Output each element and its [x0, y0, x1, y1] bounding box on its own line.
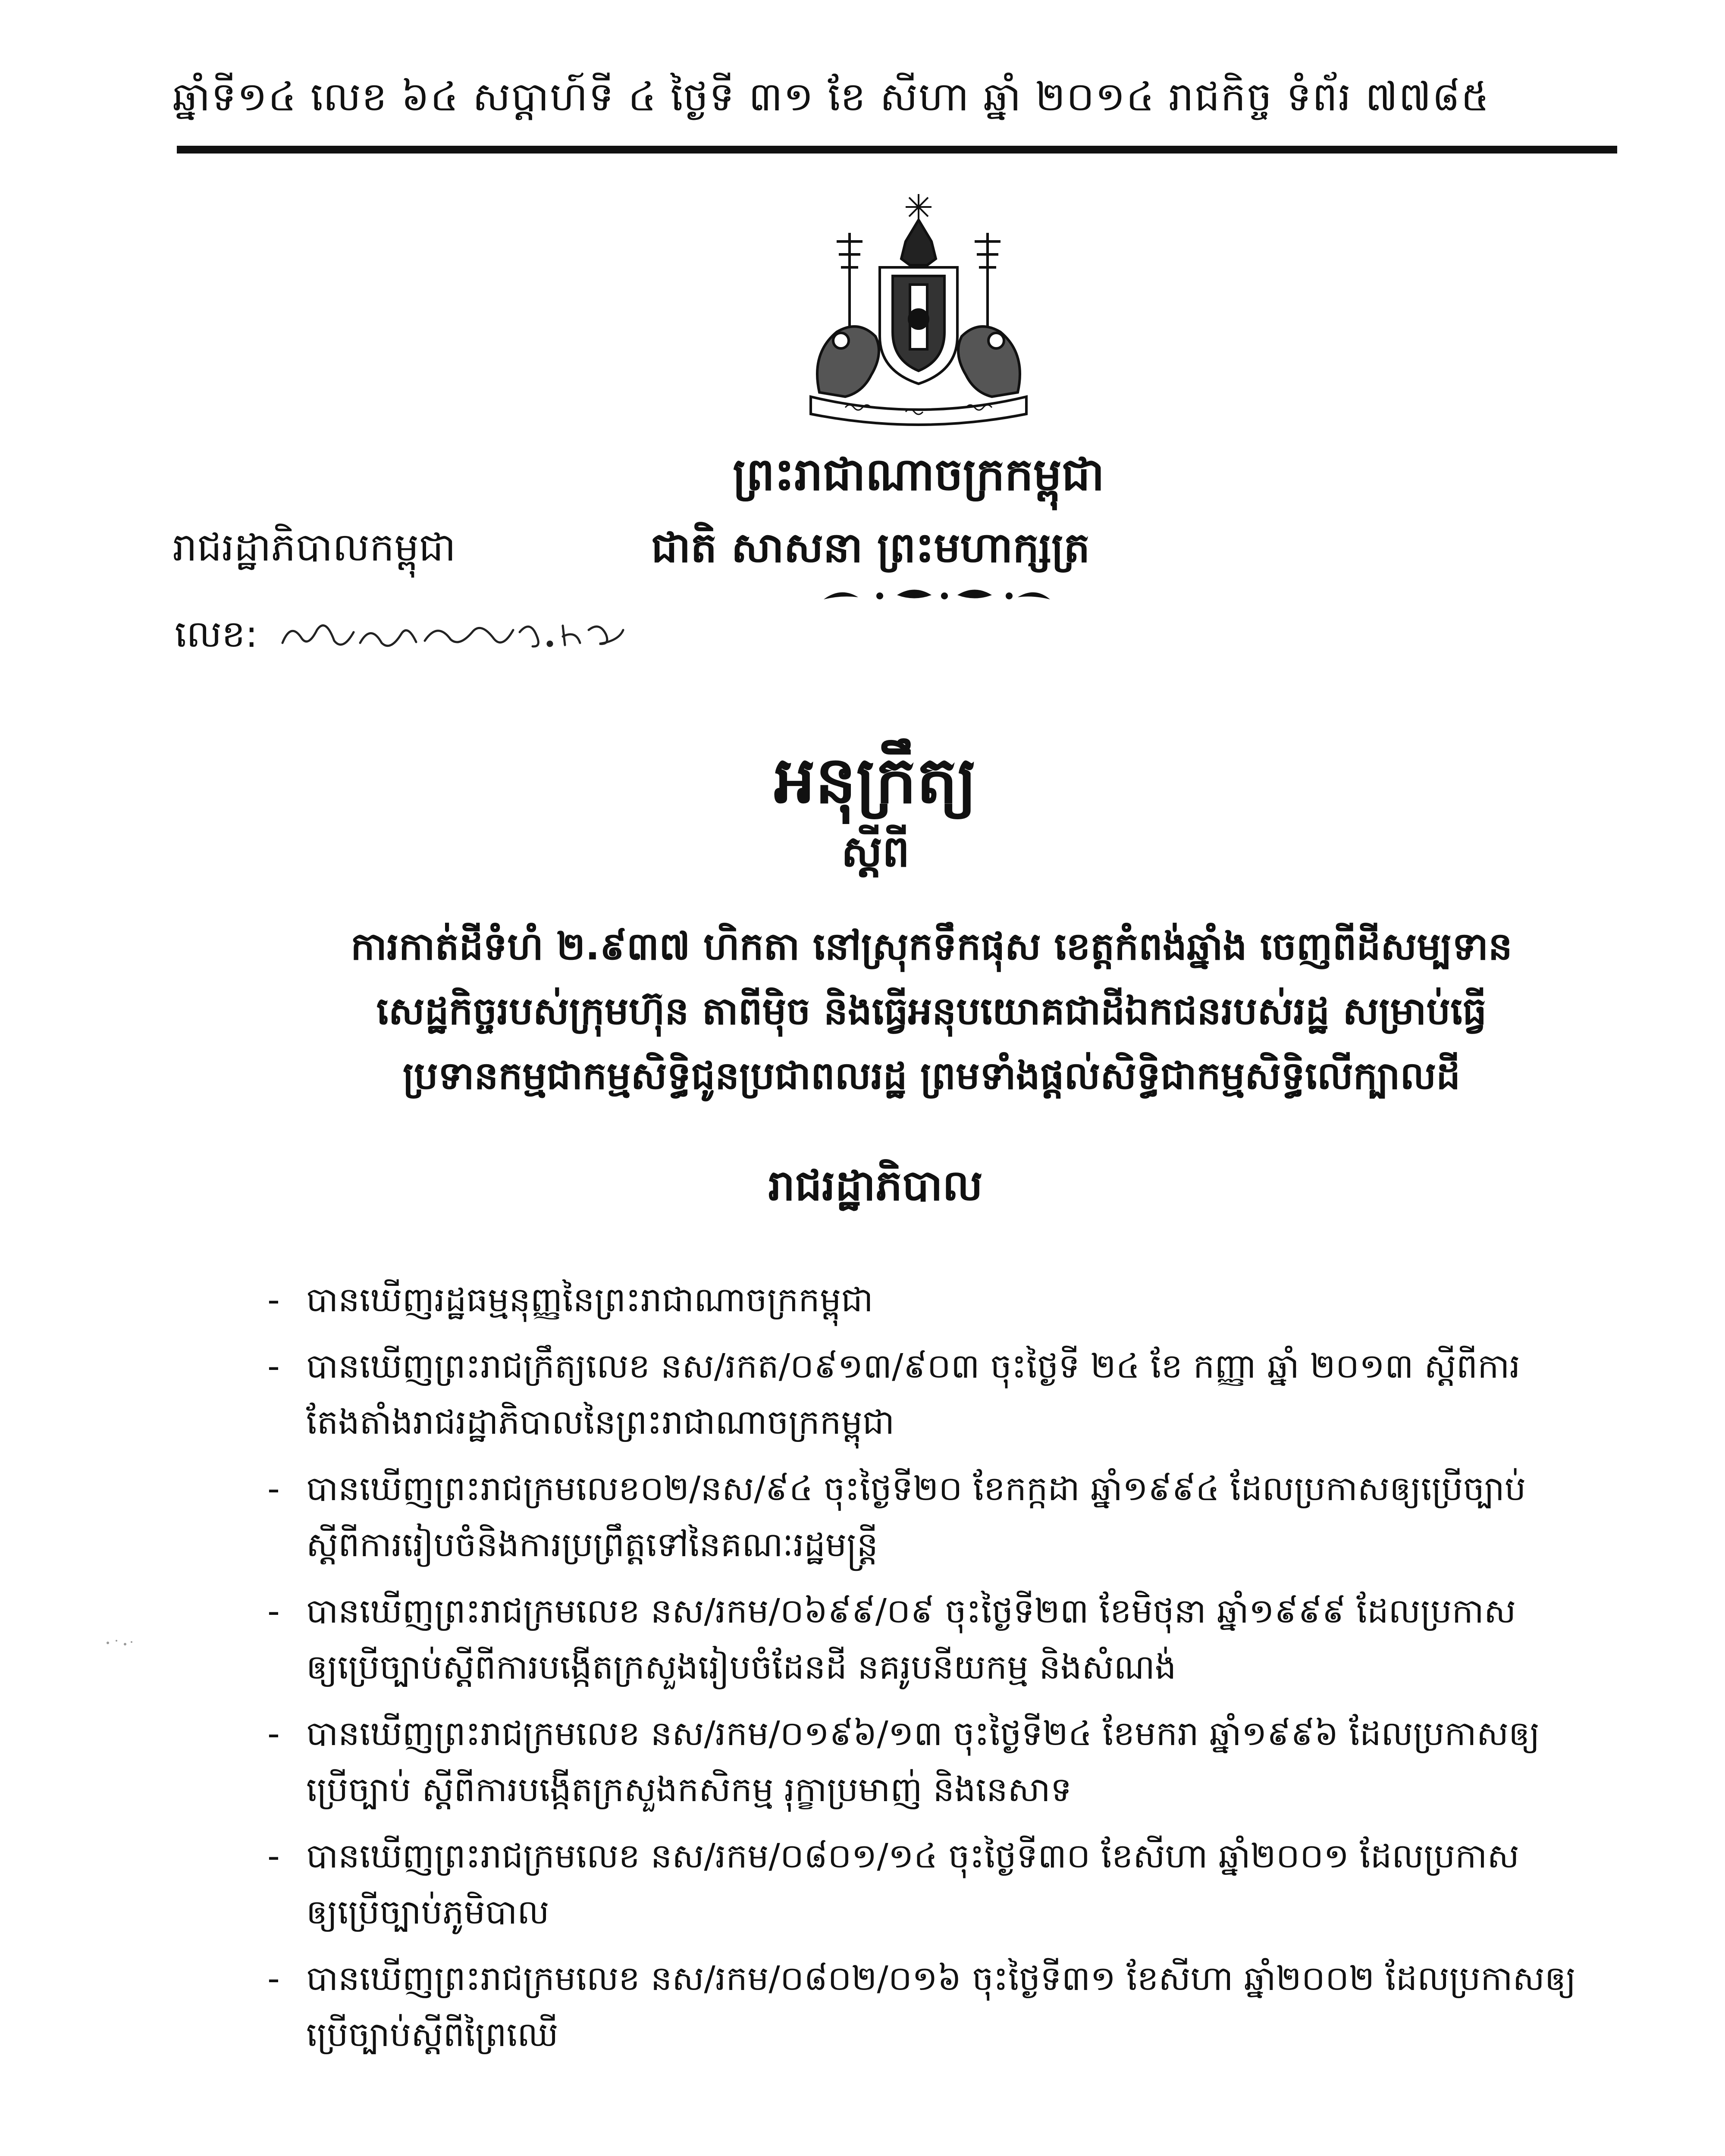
government-label: រាជរដ្ឋាភិបាលកម្ពុជា: [172, 525, 456, 570]
recital-line: ស្តីពីការរៀបចំនិងការប្រព្រឹត្តទៅនៃគណៈរដ្ឋមន្ត្រី: [306, 1526, 878, 1564]
recital-item: [259, 1828, 1630, 1940]
document-title: អនុក្រឹត្យ: [774, 743, 977, 818]
reference-number: [175, 604, 735, 660]
government-heading: រាជរដ្ឋាភិបាល: [768, 1161, 983, 1210]
recital-item: [259, 1951, 1630, 2063]
bullet-dash: -: [267, 1280, 280, 1320]
royal-emblem: [794, 190, 1044, 431]
document-subject: [237, 914, 1626, 1108]
emblem-crown: [901, 220, 936, 265]
recital-line: ប្រើច្បាប់ ស្តីពីការបង្កើតក្រសួងកសិកម្ម រុក្ខាប្រមាញ់ និងនេសាទ: [306, 1771, 1072, 1809]
recital-line: ប្រើច្បាប់ស្តីពីព្រៃឈើ: [306, 2015, 558, 2054]
recital-item: [259, 1338, 1630, 1451]
kingdom-title: ព្រះរាជាណាចក្រកម្ពុជា: [733, 448, 1104, 501]
recital-line: បានឃើញព្រះរាជក្រមលេខ នស/រកម/០៨០១/១៤ ចុះថ្ងៃទី៣០ ខែសីហា ឆ្នាំ២០០១ ដែលប្រកាស: [306, 1837, 1519, 1876]
document-about: ស្តីពី: [841, 826, 910, 877]
bullet-dash: -: [267, 1959, 280, 1999]
recital-line: បានឃើញព្រះរាជក្រមលេខ នស/រកម/០១៩៦/១៣ ចុះថ្ងៃទី២៤ ខែមករា ឆ្នាំ១៩៩៦ ដែលប្រកាសឲ្យ: [306, 1714, 1540, 1753]
subject-line: ការកាត់ដីទំហំ ២.៩៣៧ ហិកតា នៅស្រុកទឹកផុស ខេត្តកំពង់ឆ្នាំង ចេញពីដីសម្បទាន: [351, 924, 1512, 968]
recital-line: តែងតាំងរាជរដ្ឋាភិបាលនៃព្រះរាជាណាចក្រកម្ពុជា: [306, 1403, 895, 1442]
recital-line: ឲ្យប្រើច្បាប់ស្តីពីការបង្កើតក្រសួងរៀបចំដែនដី នគរូបនីយកម្ម និងសំណង់: [306, 1648, 1176, 1687]
recital-item: [259, 1706, 1630, 1818]
recitals-list: [259, 1272, 1630, 2073]
emblem-ribbon: [811, 397, 1026, 425]
national-motto: ជាតិ សាសនា ព្រះមហាក្សត្រ: [651, 523, 1090, 572]
bullet-dash: -: [267, 1714, 280, 1754]
recital-item: [259, 1272, 1630, 1328]
recital-line: ឲ្យប្រើច្បាប់ភូមិបាល: [306, 1893, 549, 1932]
reference-label: លេខ:: [175, 612, 258, 656]
header-rule: [177, 146, 1617, 154]
bullet-dash: -: [267, 1591, 280, 1631]
recital-line: បានឃើញព្រះរាជក្រមលេខ នស/រកម/០៨០២/០១៦ ចុះថ្ងៃទី៣១ ខែសីហា ឆ្នាំ២០០២ ដែលប្រកាសឲ្យ: [306, 1959, 1576, 1998]
subject-line: ប្រទានកម្មជាកម្មសិទ្ធិជូនប្រជាពលរដ្ឋ ព្រមទាំងផ្តល់សិទ្ធិជាកម្មសិទ្ធិលើក្បាលដី: [402, 1053, 1461, 1098]
emblem-star: [906, 194, 932, 220]
bullet-dash: -: [267, 1836, 280, 1876]
recital-item: [259, 1461, 1630, 1573]
bullet-dash: -: [267, 1469, 280, 1509]
bullet-dash: -: [267, 1346, 280, 1386]
recital-line: បានឃើញរដ្ឋធម្មនុញ្ញនៃព្រះរាជាណាចក្រកម្ពុជា: [306, 1281, 873, 1319]
recital-item: [259, 1583, 1630, 1695]
scan-speck: [99, 1630, 138, 1656]
recital-line: បានឃើញព្រះរាជក្រមលេខ នស/រកម/០៦៩៩/០៩ ចុះថ្ងៃទី២៣ ខែមិថុនា ឆ្នាំ១៩៩៩ ដែលប្រកាស: [306, 1592, 1516, 1631]
handwritten-reference: [278, 613, 632, 656]
ornament-divider: [815, 582, 1057, 608]
subject-line: សេដ្ឋកិច្ចរបស់ក្រុមហ៊ុន តាពីម៉ិច និងធ្វើអនុបយោគជាដីឯកជនរបស់រដ្ឋ សម្រាប់ធ្វើ: [376, 989, 1487, 1033]
recital-line: បានឃើញព្រះរាជក្រឹត្យលេខ នស/រកត/០៩១៣/៩០៣ ចុះថ្ងៃទី ២៤ ខែ កញ្ញា ឆ្នាំ ២០១៣ ស្តីពីការ: [306, 1347, 1521, 1386]
gazette-header: ឆ្នាំទី១៤ លេខ ៦៤ សប្តាហ៍ទី ៤ ថ្ងៃទី ៣១ ខែ សីហា ឆ្នាំ ២០១៤ រាជកិច្ច ទំព័រ ៧៧៨៥: [172, 74, 1490, 120]
recital-line: បានឃើញព្រះរាជក្រមលេខ០២/នស/៩៤ ចុះថ្ងៃទី២០ ខែកក្កដា ឆ្នាំ១៩៩៤ ដែលប្រកាសឲ្យប្រើច្បាប់: [306, 1470, 1526, 1508]
